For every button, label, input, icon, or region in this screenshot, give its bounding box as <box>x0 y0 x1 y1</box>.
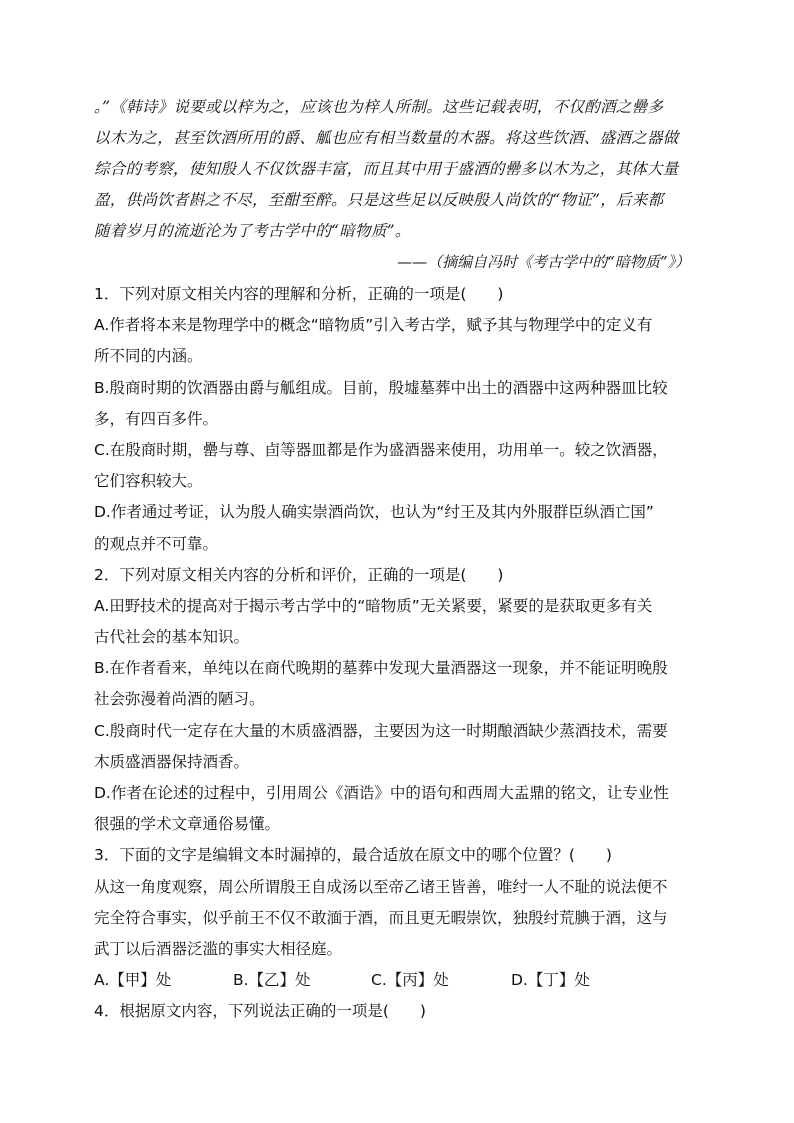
passage-source: ——（摘编自冯时《考古学中的“暗物质”》） <box>397 253 690 271</box>
passage-line: 随着岁月的流逝沦为了考古学中的“暗物质”。 <box>94 222 411 240</box>
question-1-option-line: 所不同的内涵。 <box>94 347 203 366</box>
question-3-choice-c: C.【丙】处 <box>371 971 449 990</box>
question-3-text-line: 完全符合事实，似乎前王不仅不敢湎于酒，而且更无暇崇饮，独殷纣荒腆于酒，这与 <box>94 908 668 927</box>
question-1-option-line: A.作者将本来是物理学中的概念“暗物质”引入考古学，赋予其与物理学中的定义有 <box>94 316 653 335</box>
question-2-option-line: 社会弥漫着尚酒的陋习。 <box>94 690 265 709</box>
question-2-option-line: C.殷商时代一定存在大量的木质盛酒器，主要因为这一时期酿酒缺少蒸酒技术，需要 <box>94 721 668 740</box>
question-3-text-line: 武丁以后酒器泛滥的事实大相径庭。 <box>94 939 343 958</box>
question-1-option-line: 多，有四百多件。 <box>94 409 219 428</box>
question-3-choice-b: B.【乙】处 <box>233 971 311 990</box>
question-2-option-line: B.在作者看来，单纯以在商代晚期的墓葬中发现大量酒器这一现象，并不能证明晚殷 <box>94 659 668 678</box>
passage-line: 。”《韩诗》说要或以梓为之，应该也为梓人所制。这些记载表明，不仅酌酒之罍多 <box>94 98 664 116</box>
question-3-choice-d: D.【丁】处 <box>511 971 590 990</box>
question-1-option-line: B.殷商时期的饮酒器由爵与觚组成。目前，殷墟墓葬中出土的酒器中这两种器皿比较 <box>94 378 668 397</box>
question-4-stem: 4．根据原文内容，下列说法正确的一项是( ) <box>94 1002 426 1021</box>
question-2-option-line: D.作者在论述的过程中，引用周公《酒诰》中的语句和西周大盂鼎的铭文，让专业性 <box>94 784 669 802</box>
question-3-stem: 3．下面的文字是编辑文本时漏掉的，最合适放在原文中的哪个位置？( ) <box>94 846 612 865</box>
question-2-option-line: 古代社会的基本知识。 <box>94 628 250 647</box>
question-3-choices <box>94 965 704 996</box>
question-list <box>94 279 704 1028</box>
passage-line: 以木为之，甚至饮酒所用的爵、觚也应有相当数量的木器。将这些饮酒、盛酒之器做 <box>94 129 679 147</box>
question-1-option-line: 它们容积较大。 <box>94 472 203 491</box>
question-1-option-line: C.在殷商时期，罍与尊、卣等器皿都是作为盛酒器来使用，功用单一。较之饮酒器， <box>94 440 668 459</box>
question-3-text-line: 从这一角度观察，周公所谓殷王自成汤以至帝乙诸王皆善，唯纣一人不耻的说法便不 <box>94 877 668 896</box>
question-3-choice-a: A.【甲】处 <box>94 971 172 990</box>
question-1-option-line: 的观点并不可靠。 <box>94 534 219 553</box>
question-2-option-line: 很强的学术文章通俗易懂。 <box>94 815 281 834</box>
passage-line: 综合的考察，使知殷人不仅饮器丰富，而且其中用于盛酒的罍多以木为之，其体大量 <box>94 160 679 178</box>
question-2-stem: 2．下列对原文相关内容的分析和评价，正确的一项是( ) <box>94 565 504 584</box>
question-1-stem: 1．下列对原文相关内容的理解和分析，正确的一项是( ) <box>94 285 504 303</box>
passage <box>94 92 690 247</box>
question-1-option-line: D.作者通过考证，认为殷人确实崇酒尚饮，也认为“纣王及其内外服群臣纵酒亡国” <box>94 503 654 522</box>
question-2-option-line: 木质盛酒器保持酒香。 <box>94 752 250 771</box>
question-2-option-line: A.田野技术的提高对于揭示考古学中的“暗物质”无关紧要，紧要的是获取更多有关 <box>94 596 653 615</box>
passage-line: 盈，供尚饮者斟之不尽，至酣至醉。只是这些足以反映殷人尚饮的“物证”，后来都 <box>94 191 664 209</box>
